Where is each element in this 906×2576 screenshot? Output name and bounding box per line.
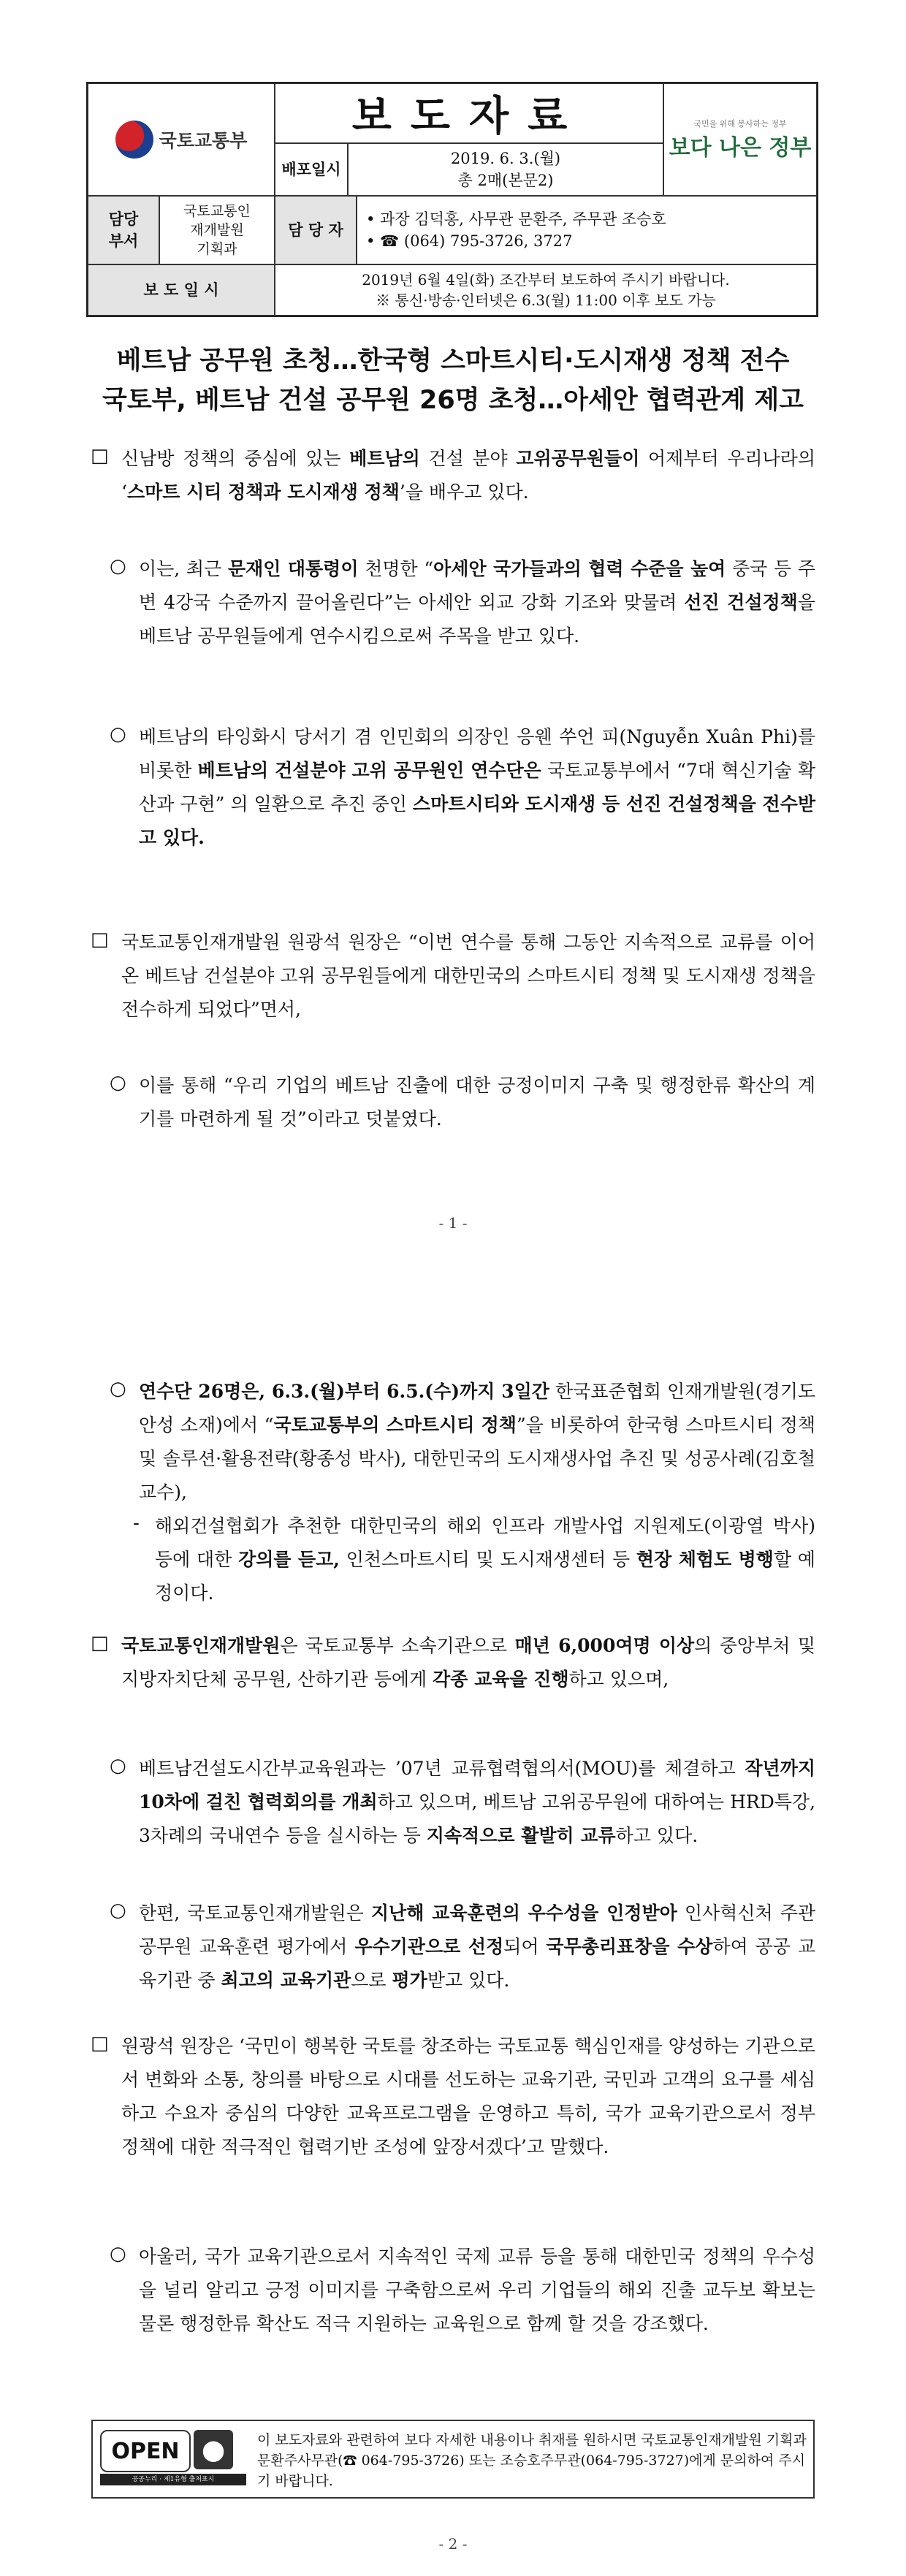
p2-mou: 베트남건설도시간부교육원과는 ’07년 교류협력협의서(MOU)를 체결하고 작년까지 10차에 걸친 협력회의를 개최하고 있으며, 베트남 고위공무원에 대하여는 HRD특강, 3차례의 국내연수 등을 실시하는 등 지속적으로 활발히 교류하고 있다. [139, 1758, 815, 1846]
square-bullet-icon: □ [91, 2032, 109, 2054]
circle-bullet-icon: ○ [110, 1072, 126, 1094]
circle-bullet-icon: ○ [110, 2243, 126, 2265]
footer-notice-box [91, 2420, 815, 2499]
p2-schedule: 연수단 26명은, 6.3.(월)부터 6.5.(수)까지 3일간 한국표준협회 인재개발원(경기도 안성 소재)에서 “국토교통부의 스마트시티 정책”을 비롯하여 한국형 스마트시티 정책 및 솔루션·활용전략(황종성 박사), 대한민국의 도시재생사업 추진 및 성공사례(김호철 교수), [139, 1381, 815, 1503]
headline-main: 베트남 공무원 초청…한국형 스마트시티·도시재생 정책 전수 [116, 346, 790, 376]
p2-director-remarks: 원광석 원장은 ‘국민이 행복한 국토를 창조하는 국토교통 핵심인재를 양성하는 기관으로서 변화와 소통, 창의를 바탕으로 시대를 선도하는 교육기관, 국민과 고객의 요구를 세심하고 수요자 중심의 다양한 교육프로그램을 운영하고 특히, 국가 교육기관으로서 정부 정책에 대한 적극적인 협력기반 조성에 앞장서겠다’고 말했다. [121, 2035, 815, 2157]
circle-bullet-icon: ○ [110, 723, 126, 745]
person-attribution-icon: ⬤ [194, 2430, 233, 2469]
square-bullet-icon: □ [91, 445, 109, 467]
ministry-logo: 국토교통부 [88, 83, 275, 196]
page-number-1: - 1 - [438, 1214, 468, 1232]
p2-closing: 아울러, 국가 교육기관으로서 지속적인 국제 교류 등을 통해 대한민국 정책의 우수성을 널리 알리고 긍정 이미지를 구축함으로써 우리 기업들의 해외 진출 교두보 확보는 물론 행정한류 확산도 적극 지원하는 교육원으로 함께 할 것을 강조했다. [139, 2246, 815, 2334]
p1-delegation: 베트남의 타잉화시 당서기 겸 인민회의 의장인 응웬 쑤언 피(Nguyễn Xuân Phi)를 비롯한 베트남의 건설분야 고위 공무원인 연수단은 국토교통부에서 “7대 혁신기술 확산과 구현” 의 일환으로 추진 중인 스마트시티와 도시재생 등 선진 건설정책을 전수받고 있다. [139, 726, 816, 848]
press-release-header [86, 82, 818, 317]
dept-label: 담당 부서 [88, 196, 159, 264]
p1-director-quote: 국토교통인재개발원 원광석 원장은 “이번 연수를 통해 그동안 지속적으로 교류를 이어온 베트남 건설분야 고위 공무원들에게 대한민국의 스마트시티 정책 및 도시재생 정책을 전수하게 되었다”면서, [121, 931, 815, 1020]
p2-lectures: 해외건설협회가 추천한 대한민국의 해외 인프라 개발사업 지원제도(이광열 박사) 등에 대한 강의를 듣고, 인천스마트시티 및 도시재생센터 등 현장 체험도 병행할 예정이다. [155, 1515, 815, 1604]
p2-institute: 국토교통인재개발원은 국토교통부 소속기관으로 매년 6,000여명 이상의 중앙부처 및 지방자치단체 공무원, 산하기관 등에게 각종 교육을 진행하고 있으며, [121, 1635, 815, 1690]
dist-info: 2019. 6. 3.(월) 총 2매(본문2) [348, 143, 663, 196]
p2-award: 한편, 국토교통인재개발원은 지난해 교육훈련의 우수성을 인정받아 인사혁신처 주관 공무원 교육훈련 평가에서 우수기관으로 선정되어 국무총리표창을 수상하여 공공 교육기관 중 최고의 교육기관으로 평가받고 있다. [139, 1902, 815, 1991]
circle-bullet-icon: ○ [110, 555, 126, 577]
circle-bullet-icon: ○ [110, 1378, 126, 1400]
taegeuk-emblem-icon [115, 121, 153, 159]
circle-bullet-icon: ○ [110, 1899, 126, 1921]
press-release-title: 보도자료 [275, 83, 663, 143]
square-bullet-icon: □ [91, 929, 109, 950]
contact-label: 담 당 자 [275, 196, 357, 264]
kogl-open-logo: OPEN ⬤ 공공누리 · 제1유형 출처표시 [100, 2430, 246, 2488]
p1-effect: 이를 통해 “우리 기업의 베트남 진출에 대한 긍정이미지 구축 및 행정한류 확산의 계기를 마련하게 될 것”이라고 덧붙였다. [139, 1075, 815, 1129]
square-bullet-icon: □ [91, 1632, 109, 1654]
gov-logo: 국민을 위해 봉사하는 정부 보다 나은 정부 [663, 83, 817, 196]
circle-bullet-icon: ○ [110, 1755, 126, 1777]
contact-info: • 과장 김덕홍, 사무관 문환주, 주무관 조승호 • ☎ (064) 795-3726, 3727 [357, 196, 817, 264]
p1-context: 이는, 최근 문재인 대통령이 천명한 “아세안 국가들과의 협력 수준을 높여 중국 등 주변 4강국 수준까지 끌어올린다”는 아세안 외교 강화 기조와 맞물려 선진 건설정책을 베트남 공무원들에게 연수시킴으로써 주목을 받고 있다. [139, 558, 815, 647]
dist-label: 배포일시 [275, 143, 348, 196]
headline-sub: 국토부, 베트남 건설 공무원 26명 초청…아세안 협력관계 제고 [102, 386, 804, 415]
page-number-2: - 2 - [438, 2535, 468, 2553]
dash-bullet-icon: - [133, 1512, 140, 1534]
dept-value: 국토교통인 재개발원 기획과 [159, 196, 275, 264]
footer-notice-text: 이 보도자료와 관련하여 보다 자세한 내용이나 취재를 원하시면 국토교통인재개발원 기획과 문환주사무관(☎ 064-795-3726) 또는 조승호주무관(064-795-3727)에게 문의하여 주시기 바랍니다. [257, 2432, 807, 2489]
release-label: 보 도 일 시 [88, 264, 275, 316]
release-info: 2019년 6월 4일(화) 조간부터 보도하여 주시기 바랍니다. ※ 통신·방송·인터넷은 6.3(월) 11:00 이후 보도 가능 [275, 264, 817, 316]
p1-intro: 신남방 정책의 중심에 있는 베트남의 건설 분야 고위공무원들이 어제부터 우리나라의 ‘스마트 시티 정책과 도시재생 정책’을 배우고 있다. [121, 448, 815, 503]
